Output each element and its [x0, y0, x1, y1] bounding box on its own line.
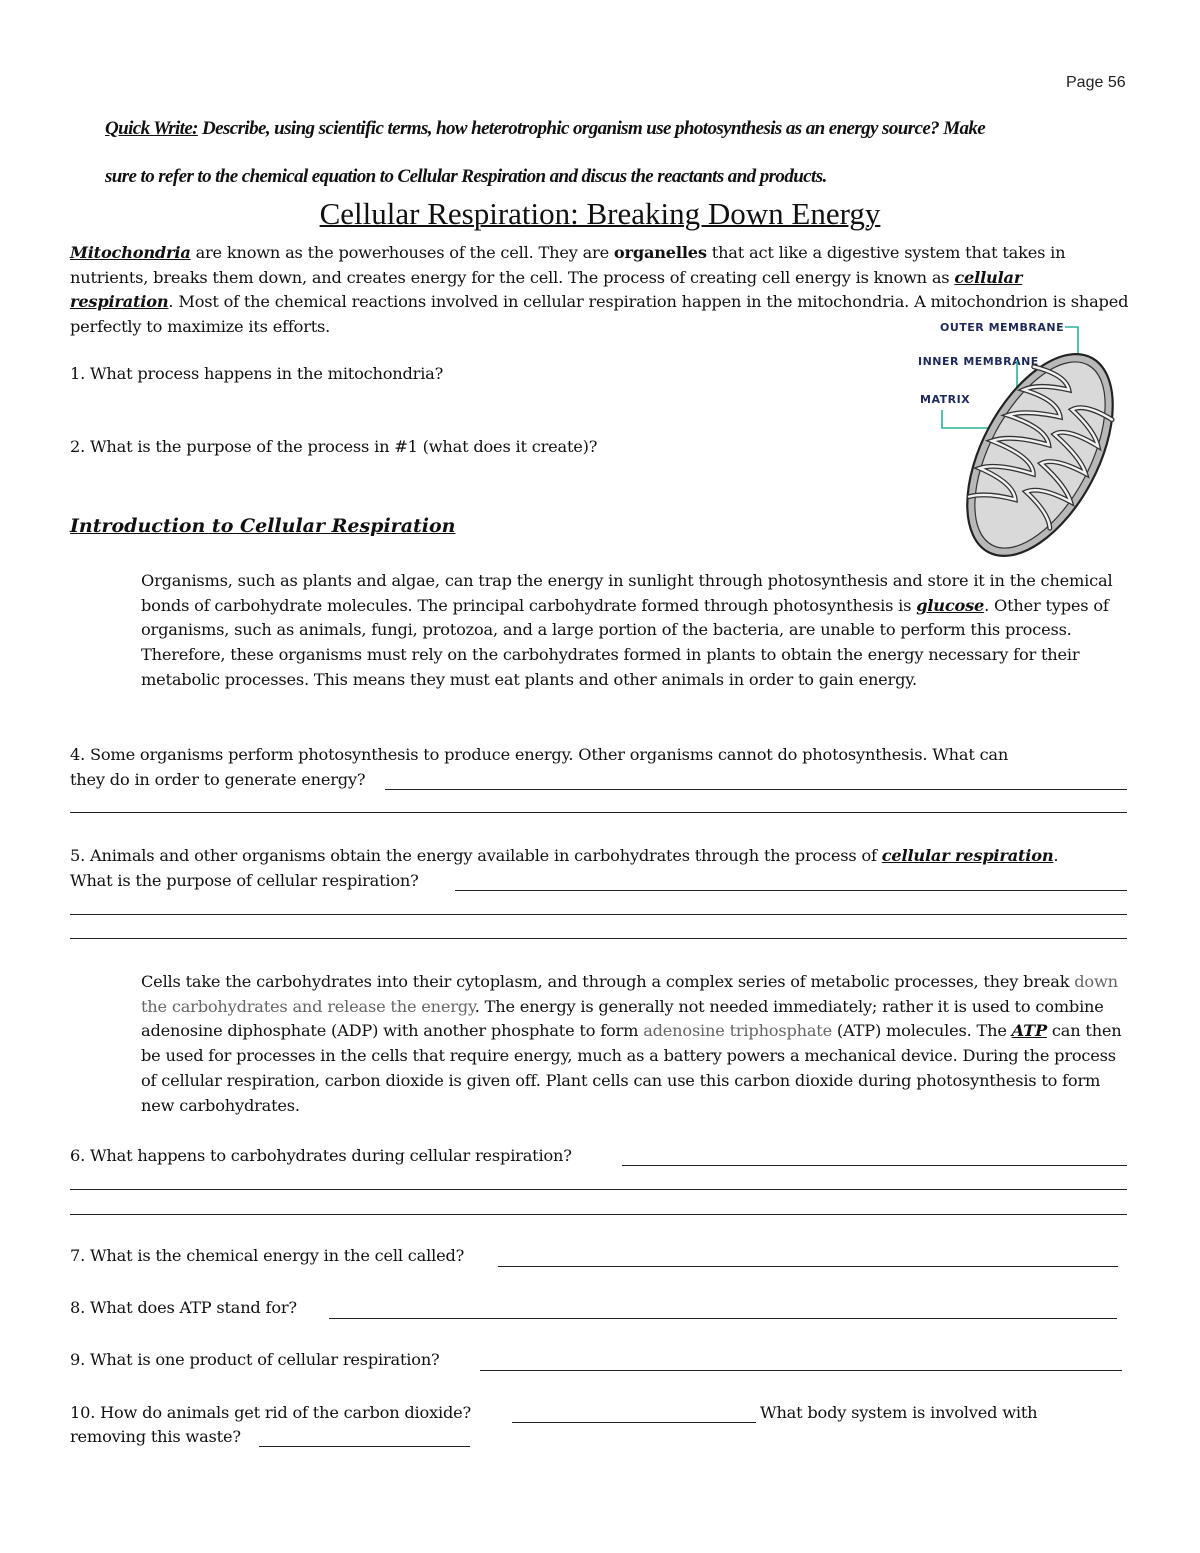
- answer-line-6c[interactable]: [70, 1214, 1127, 1215]
- question-1: 1. What process happens in the mitochondria?: [70, 364, 444, 383]
- para3-text2: . The energy is generally not needed immediately; rather it is used to combine adenosine diphosphate (ADP) with another phosphate to form: [141, 996, 1104, 1041]
- quick-write-line2: sure to refer to the chemical equation to Cellular Respiration and discus the reactants and products.: [105, 166, 827, 187]
- question-10-part1: 10. How do animals get rid of the carbon dioxide?: [70, 1403, 471, 1422]
- answer-line-6a[interactable]: [622, 1165, 1127, 1166]
- term-cellular-respiration-2: cellular respiration: [881, 846, 1054, 865]
- para3-text1: Cells take the carbohydrates into their cytoplasm, and through a complex series of metabolic processes, they break: [141, 972, 1075, 991]
- page-title-text: Cellular Respiration: Breaking Down Energy: [319, 196, 881, 231]
- section-heading: Introduction to Cellular Respiration: [70, 515, 456, 537]
- question-7: 7. What is the chemical energy in the cell called?: [70, 1246, 465, 1265]
- question-5-line1: [70, 846, 1058, 865]
- answer-line-10a[interactable]: [512, 1422, 756, 1423]
- intro-text1: are known as the powerhouses of the cell. They are: [190, 243, 614, 262]
- question-5-line2: What is the purpose of cellular respiration?: [70, 871, 419, 890]
- answer-line-9[interactable]: [480, 1370, 1122, 1371]
- answer-line-10b[interactable]: [259, 1446, 470, 1447]
- term-atp: ATP: [1011, 1021, 1047, 1041]
- page-number: Page 56: [1066, 74, 1126, 91]
- mitochondrion-diagram: [905, 310, 1125, 560]
- question-10-part3: removing this waste?: [70, 1427, 241, 1446]
- question-4-line2: they do in order to generate energy?: [70, 770, 366, 789]
- inner-membrane-label: INNER MEMBRANE: [918, 355, 1039, 368]
- question-9: 9. What is one product of cellular respiration?: [70, 1350, 440, 1369]
- outer-membrane-label: OUTER MEMBRANE: [940, 321, 1065, 334]
- page-title: [0, 196, 1200, 232]
- question-8: 8. What does ATP stand for?: [70, 1298, 297, 1317]
- answer-line-4b[interactable]: [70, 812, 1127, 813]
- quick-write-text1: Describe, using scientific terms, how heterotrophic organism use photosynthesis as an energy source? Make: [197, 118, 986, 139]
- para2-text2: . Other types of organisms, such as animals, fungi, protozoa, and a large portion of the bacteria, are unable to perform this process. Therefore, these organisms must rely on the carbohydrates formed in plants to obtain the energy necessary for their metabolic processes. This means they must eat plants and other animals in order to gain energy.: [141, 595, 1109, 689]
- atp-paragraph: [141, 970, 1131, 1118]
- para2-text1: Organisms, such as plants and algae, can trap the energy in sunlight through photosynthesis and store it in the chemical bonds of carbohydrate molecules. The principal carbohydrate formed through photosynthesis is: [141, 571, 1113, 615]
- matrix-label: MATRIX: [920, 393, 971, 406]
- quick-write-label: Quick Write:: [105, 118, 198, 139]
- intro-text2: that act like a digestive system that takes in nutrients, breaks them down, and creates energy for the cell. The process of creating cell energy is known as: [70, 243, 1066, 287]
- question-2: 2. What is the purpose of the process in #1 (what does it create)?: [70, 437, 598, 456]
- para3-gray1: down the carbohydrates and release the energy: [141, 972, 1118, 1016]
- answer-line-8[interactable]: [329, 1318, 1117, 1319]
- term-organelles: organelles: [613, 243, 707, 262]
- intro-text3: . Most of the chemical reactions involved in cellular respiration happen in the mitochondria. A mitochondrion is shaped perfectly to maximize its efforts.: [70, 292, 1129, 337]
- term-cellular-respiration: cellular respiration: [70, 267, 1023, 312]
- para3-text4: can then be used for processes in the cells that require energy, much as a battery powers a mechanical device. During the process of cellular respiration, carbon dioxide is given off. Plant cells can use this carbon dioxide during photosynthesis to form new carbohydrates.: [141, 1021, 1122, 1115]
- answer-line-6b[interactable]: [70, 1189, 1127, 1190]
- term-mitochondria: Mitochondria: [70, 243, 191, 262]
- para3-text3: (ATP) molecules. The: [831, 1021, 1012, 1041]
- term-glucose: glucose: [916, 595, 985, 615]
- question-10-part2: What body system is involved with: [760, 1403, 1038, 1422]
- photosynthesis-paragraph: [141, 569, 1131, 693]
- question-6: 6. What happens to carbohydrates during cellular respiration?: [70, 1146, 572, 1165]
- q5-period: .: [1053, 846, 1059, 865]
- answer-line-4a[interactable]: [385, 789, 1127, 790]
- answer-line-5c[interactable]: [70, 938, 1127, 939]
- question-4-line1: 4. Some organisms perform photosynthesis to produce energy. Other organisms cannot do photosynthesis. What can: [70, 745, 1009, 764]
- answer-line-7[interactable]: [498, 1266, 1118, 1267]
- q5-text: 5. Animals and other organisms obtain the energy available in carbohydrates through the process of: [70, 846, 882, 865]
- quick-write-line1: [105, 118, 1145, 140]
- para3-gray2: adenosine triphosphate: [643, 1021, 832, 1041]
- answer-line-5a[interactable]: [455, 890, 1127, 891]
- answer-line-5b[interactable]: [70, 914, 1127, 915]
